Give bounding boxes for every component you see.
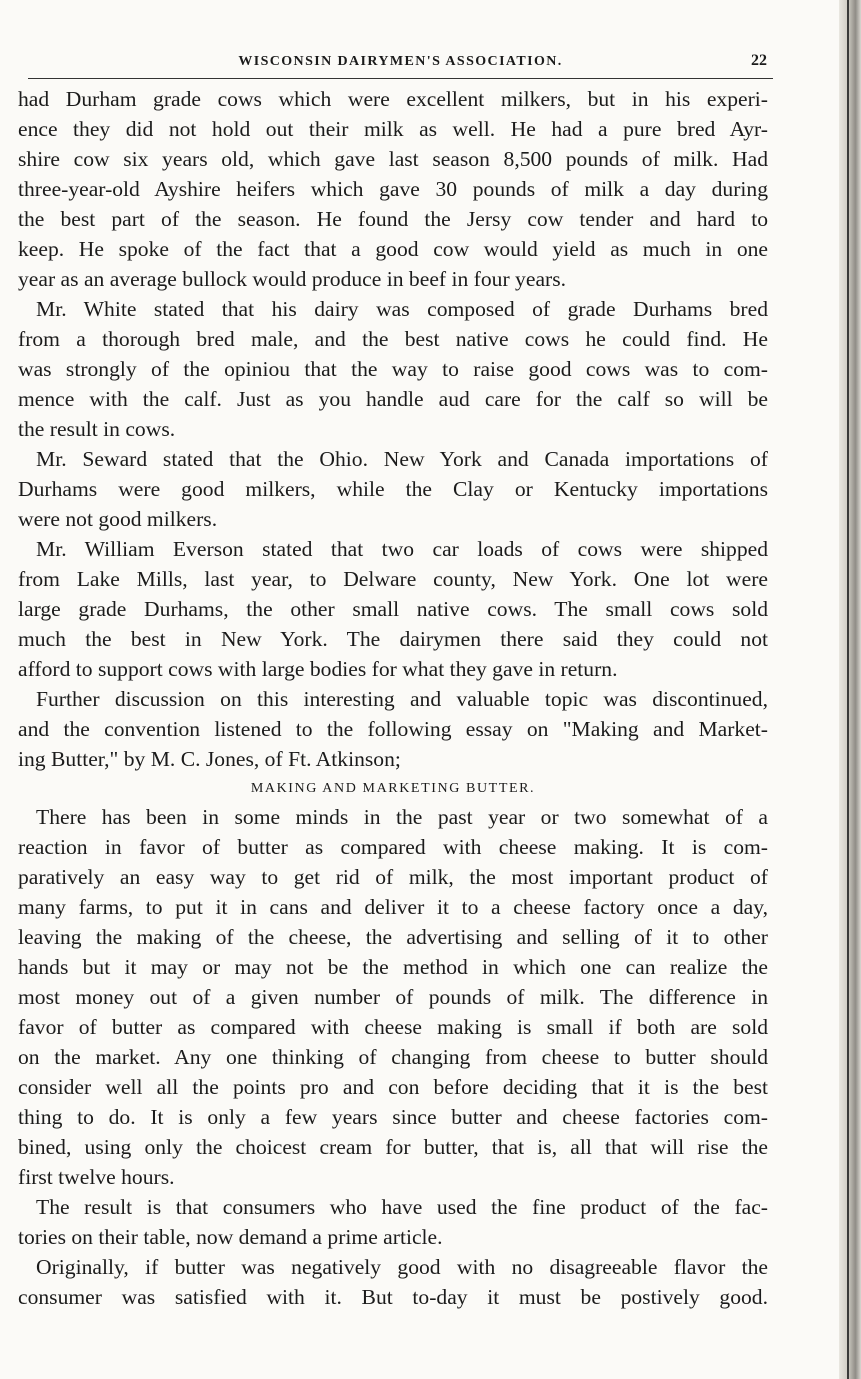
text-line: first twelve hours. (18, 1165, 175, 1189)
paragraph (18, 294, 768, 444)
text-line: The result is that consumers who have used the fine product of the fac- (36, 1195, 768, 1219)
paragraph (18, 534, 768, 684)
text-line: Mr. White stated that his dairy was composed of grade Durhams bred (36, 297, 768, 321)
text-line: many farms, to put it in cans and deliver it to a cheese factory once a day, (18, 895, 768, 919)
paragraph (18, 84, 768, 294)
text-line: shire cow six years old, which gave last season 8,500 pounds of milk. Had (18, 147, 768, 171)
text-line: was strongly of the opiniou that the way to raise good cows was to com- (18, 357, 768, 381)
running-title: WISCONSIN DAIRYMEN'S ASSOCIATION. (238, 54, 563, 69)
text-line: large grade Durhams, the other small native cows. The small cows sold (18, 597, 768, 621)
text-line: had Durham grade cows which were excellent milkers, but in his experi- (18, 87, 768, 111)
text-line: hands but it may or may not be the method in which one can realize the (18, 955, 768, 979)
essay-paragraph (18, 1192, 768, 1252)
essay-paragraph (18, 802, 768, 1192)
text-line: keep. He spoke of the fact that a good cow would yield as much in one (18, 237, 768, 261)
text-line: reaction in favor of butter as compared with cheese making. It is com- (18, 835, 768, 859)
text-line: paratively an easy way to get rid of milk, the most important product of (18, 865, 768, 889)
text-line: much the best in New York. The dairymen there said they could not (18, 627, 768, 651)
text-line: year as an average bullock would produce in beef in four years. (18, 267, 567, 291)
text-line: ence they did not hold out their milk as well. He had a pure bred Ayr- (18, 117, 768, 141)
page-edge (839, 0, 861, 1379)
paragraph (18, 684, 768, 774)
page-binding-line (847, 0, 849, 1379)
text-line: Durhams were good milkers, while the Clay or Kentucky importations (18, 477, 768, 501)
text-line: leaving the making of the cheese, the advertising and selling of it to other (18, 925, 768, 949)
text-line: the best part of the season. He found the Jersy cow tender and hard to (18, 207, 768, 231)
text-line: thing to do. It is only a few years since butter and cheese factories com- (18, 1105, 768, 1129)
text-line: There has been in some minds in the past year or two somewhat of a (36, 805, 768, 829)
text-line: favor of butter as compared with cheese making is small if both are sold (18, 1015, 768, 1039)
text-line: ing Butter," by M. C. Jones, of Ft. Atkinson; (18, 747, 401, 771)
text-line: bined, using only the choicest cream for butter, that is, all that will rise the (18, 1135, 768, 1159)
text-line: tories on their table, now demand a prime article. (18, 1225, 443, 1249)
text-line: from Lake Mills, last year, to Delware county, New York. One lot were (18, 567, 768, 591)
page-body (18, 84, 768, 1312)
text-line: Mr. William Everson stated that two car loads of cows were shipped (36, 537, 768, 561)
text-line: on the market. Any one thinking of changing from cheese to butter should (18, 1045, 768, 1069)
paragraph (18, 444, 768, 534)
text-line: and the convention listened to the following essay on "Making and Market- (18, 717, 768, 741)
text-line: consider well all the points pro and con before deciding that it is the best (18, 1075, 768, 1099)
essay-heading: MAKING AND MARKETING BUTTER. (250, 781, 536, 796)
text-line: consumer was satisfied with it. But to-day it must be postively good. (18, 1285, 768, 1309)
text-line: most money out of a given number of pounds of milk. The difference in (18, 985, 768, 1009)
text-line: Originally, if butter was negatively good with no disagreeable flavor the (36, 1255, 768, 1279)
text-line: Mr. Seward stated that the Ohio. New York and Canada importations of (36, 447, 768, 471)
essay-paragraph (18, 1252, 768, 1312)
running-header (28, 52, 773, 76)
text-line: afford to support cows with large bodies for what they gave in return. (18, 657, 618, 681)
text-line: Further discussion on this interesting and valuable topic was discontinued, (36, 687, 768, 711)
text-line: were not good milkers. (18, 507, 218, 531)
text-line: the result in cows. (18, 417, 176, 441)
text-line: three-year-old Ayshire heifers which gave 30 pounds of milk a day during (18, 177, 768, 201)
text-line: mence with the calf. Just as you handle aud care for the calf so will be (18, 387, 768, 411)
text-line: from a thorough bred male, and the best native cows he could find. He (18, 327, 768, 351)
header-rule (28, 78, 773, 79)
page-number: 22 (751, 52, 767, 69)
